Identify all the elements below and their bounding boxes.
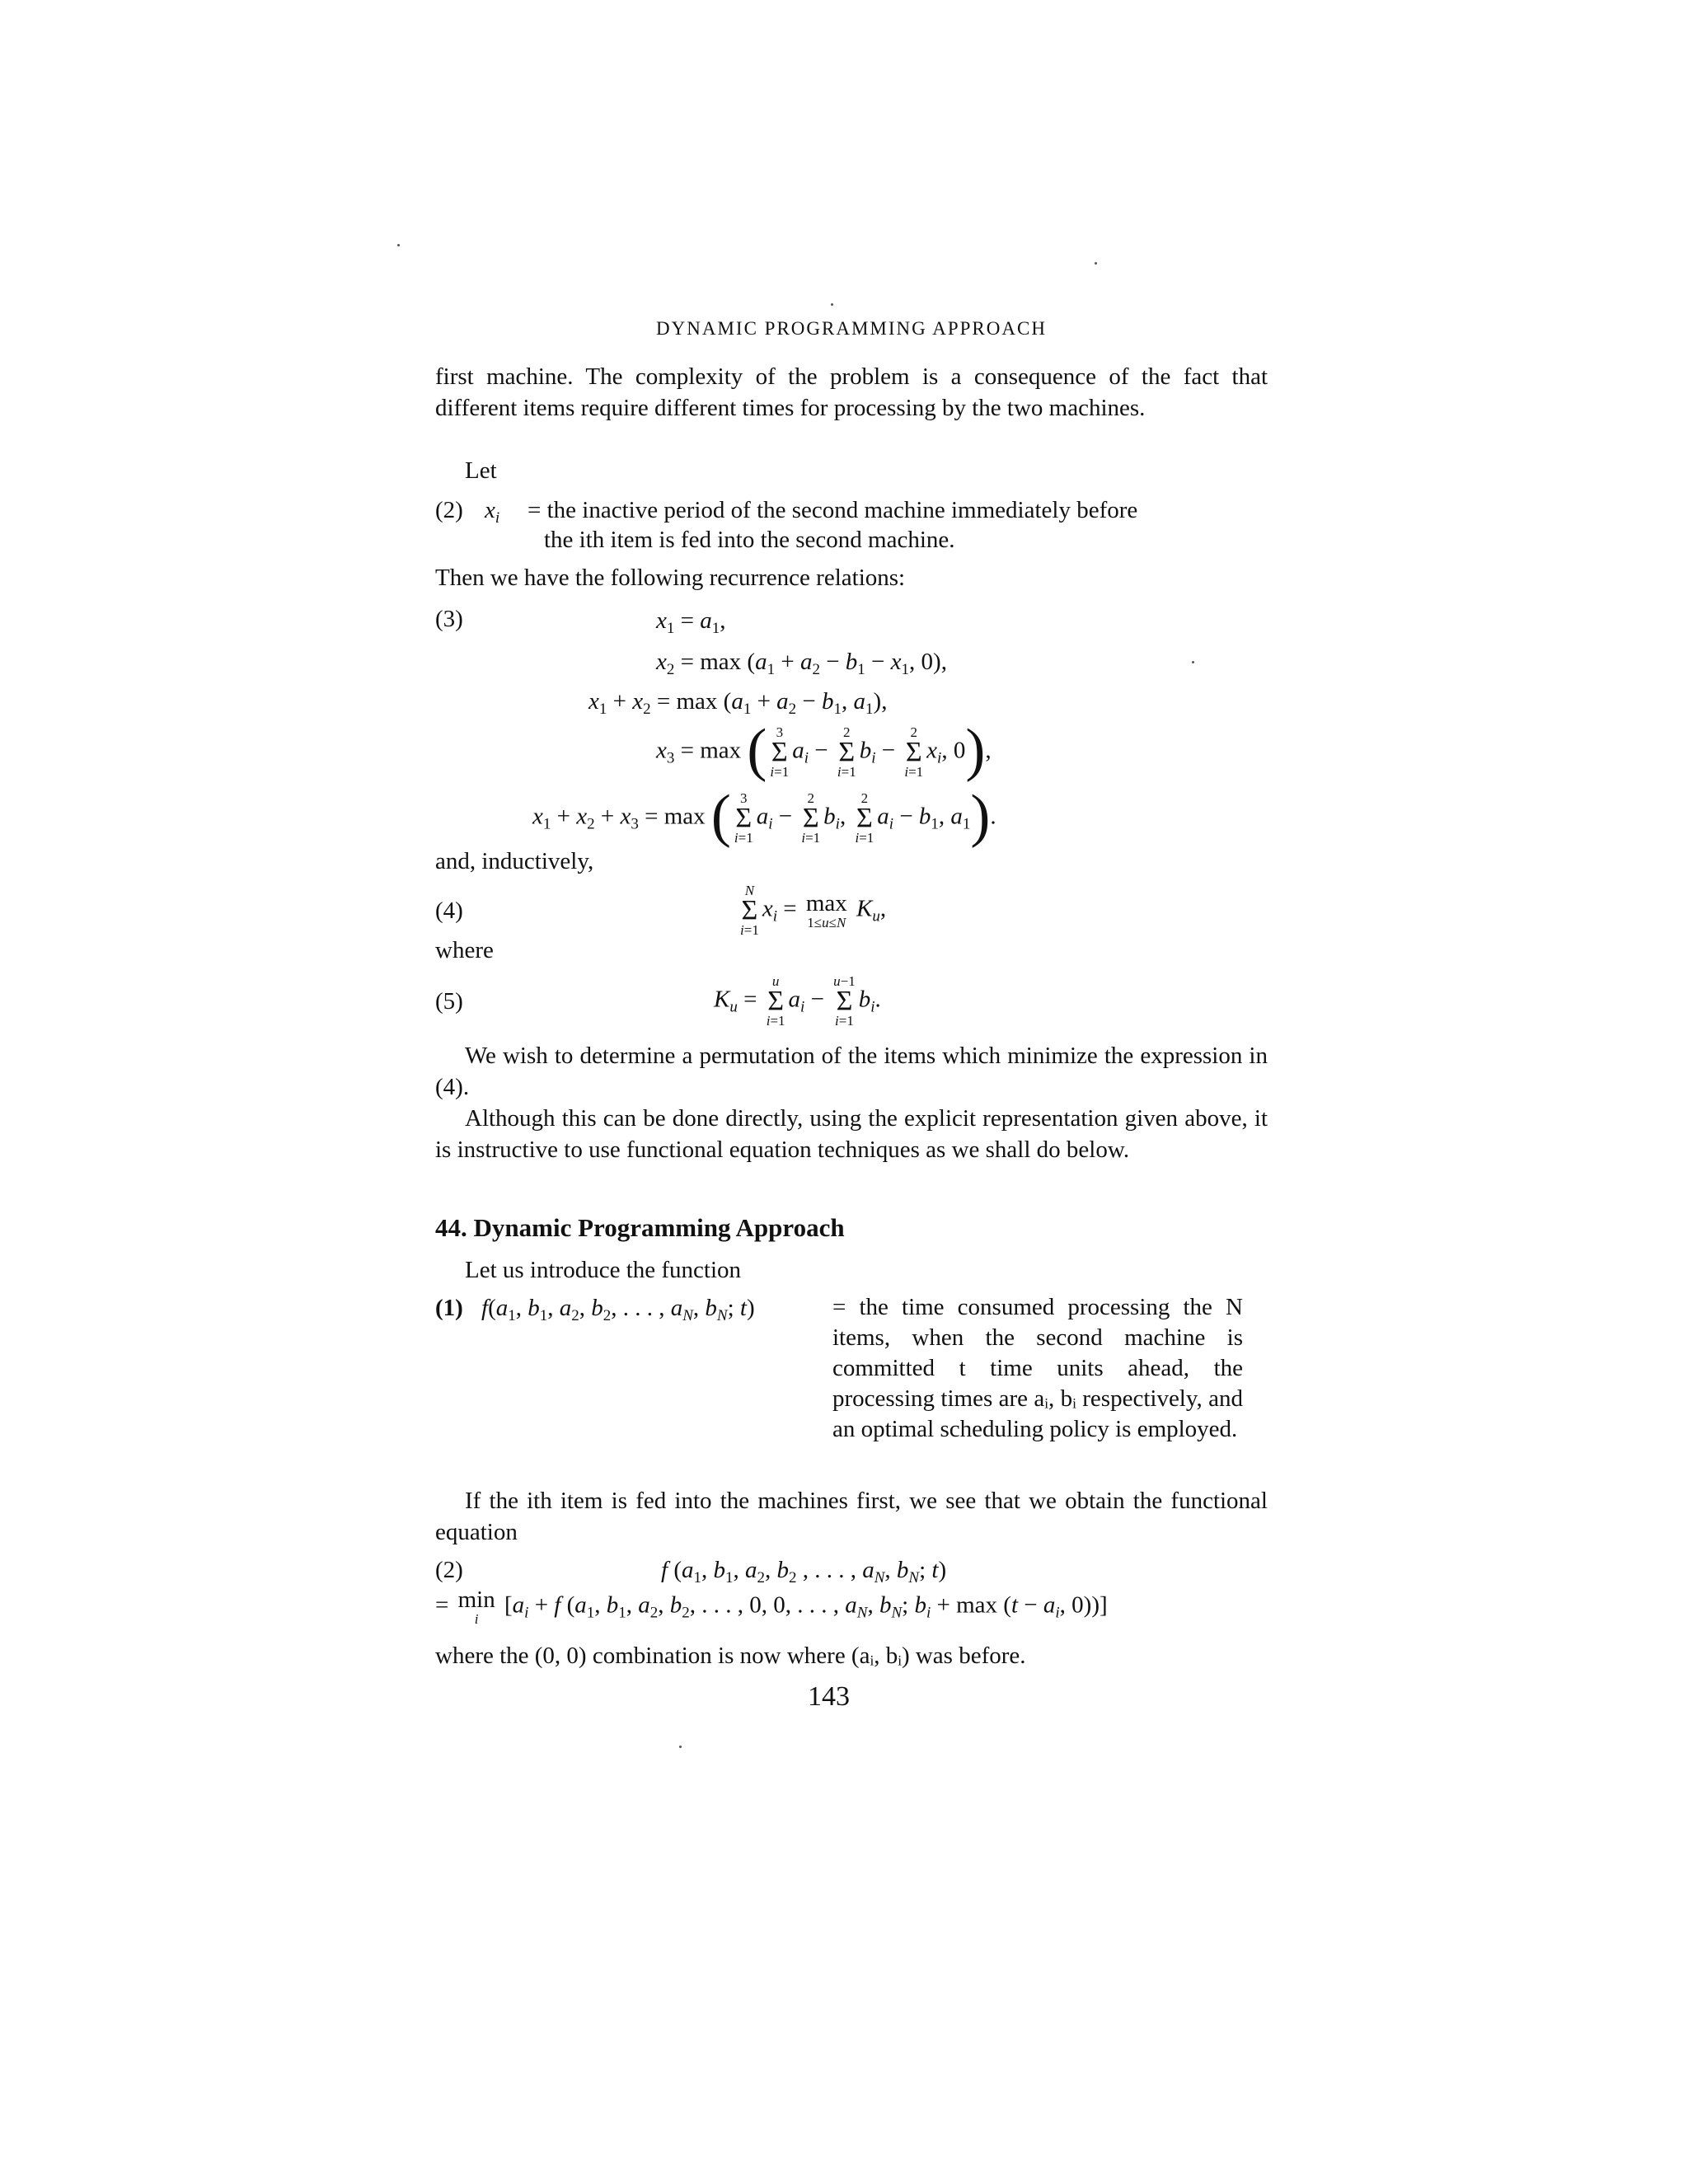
paragraph-intro: first machine. The complexity of the problem is a consequence of the fact that different items require different times for processing by the two machines. — [435, 363, 1268, 421]
section-heading: 44. Dynamic Programming Approach — [435, 1213, 845, 1242]
eq4-number: (4) — [435, 898, 463, 924]
eq3-line2: $x_2 = \max (a_1 + a_2 - b_1 - x_1$, 0), — [656, 649, 947, 678]
running-head: DYNAMIC PROGRAMMING APPROACH — [656, 318, 1047, 339]
let-word: Let — [465, 457, 497, 484]
eq5-number: (5) — [435, 988, 463, 1015]
eq3-number: (3) — [435, 606, 463, 632]
def1-number: (1) — [435, 1295, 463, 1321]
eq5-body: $K_u$ = u Σ i=1 $a_i$ − u−1 Σ i=1 $b_i$. — [714, 973, 881, 1029]
where-final: where the (0, 0) combination is now where (aᵢ, bᵢ) was before. — [435, 1643, 1026, 1669]
eq3-line4: $x_3 = \max$ ( 3 Σ i=1 $a_i$ − 2 Σ i=1 $b_i$ − 2 Σ i=1 $x_i$, 0), — [656, 716, 992, 783]
scan-speck — [1095, 262, 1097, 265]
eq2-number: (2) — [435, 1557, 463, 1583]
paragraph-although: Although this can be done directly, using the explicit representation given above, it is instructive to use functional equation techniques as we shall do below. — [435, 1105, 1268, 1163]
paragraph-wish: We wish to determine a permutation of the items which minimize the expression in (4). — [435, 1043, 1268, 1100]
eq2-rhs: = min i [$a_i + f$ ($a_1$, $b_1$, $a_2$, $b_2$, . . . , 0, 0, . . . , $a_N$, $b_N$; $b_i + \max (t - a_i$, 0))] — [435, 1586, 1108, 1627]
def2-line2: the ith item is fed into the second machine. — [544, 527, 955, 553]
then-text: Then we have the following recurrence relations: — [435, 565, 906, 591]
def1-definition: = the time consumed processing the N items, when the second machine is committed t time units ahead, the processing times are aᵢ, bᵢ respectively, and an optimal scheduling policy is employed. — [832, 1294, 1243, 1442]
scan-speck — [1192, 661, 1194, 663]
let-intro: Let us introduce the function — [465, 1257, 742, 1283]
eq3-line3: $x_1 + x_2 = \max (a_1 + a_2 - b_1$, $a_1$), — [588, 688, 888, 718]
scan-speck — [831, 303, 833, 306]
def2-symbol: $x_i$ — [485, 497, 500, 527]
eq3-line5: $x_1 + x_2 + x_3 = \max$ ( 3 Σ i=1 $a_i$ − 2 Σ i=1 $b_i$, 2 Σ i=1 $a_i - b_1$, $a_1$). — [532, 782, 996, 849]
def2-line1: = the inactive period of the second machine immediately before — [528, 497, 1138, 523]
and-inductively: and, inductively, — [435, 848, 594, 874]
def2-number: (2) — [435, 497, 463, 523]
def1-lhs: $f(a_1$, $b_1$, $a_2$, $b_2$, . . . , $a_N$, $b_N$; t) — [481, 1295, 755, 1324]
where-word: where — [435, 937, 494, 963]
eq2-lhs: f ($a_1$, $b_1$, $a_2$, $b_2$ , . . . , $a_N$, $b_N$; t) — [661, 1557, 947, 1586]
eq3-line1: $x_1 = a_1$, — [656, 607, 726, 637]
paragraph-if: If the ith item is fed into the machines first, we see that we obtain the functional equation — [435, 1488, 1268, 1545]
scan-speck — [397, 244, 400, 246]
page-number: 143 — [808, 1681, 850, 1712]
eq4-body: N Σ i=1 $x_i$ = max 1≤u≤N $K_u$, — [740, 883, 887, 938]
scan-speck — [679, 1746, 682, 1748]
